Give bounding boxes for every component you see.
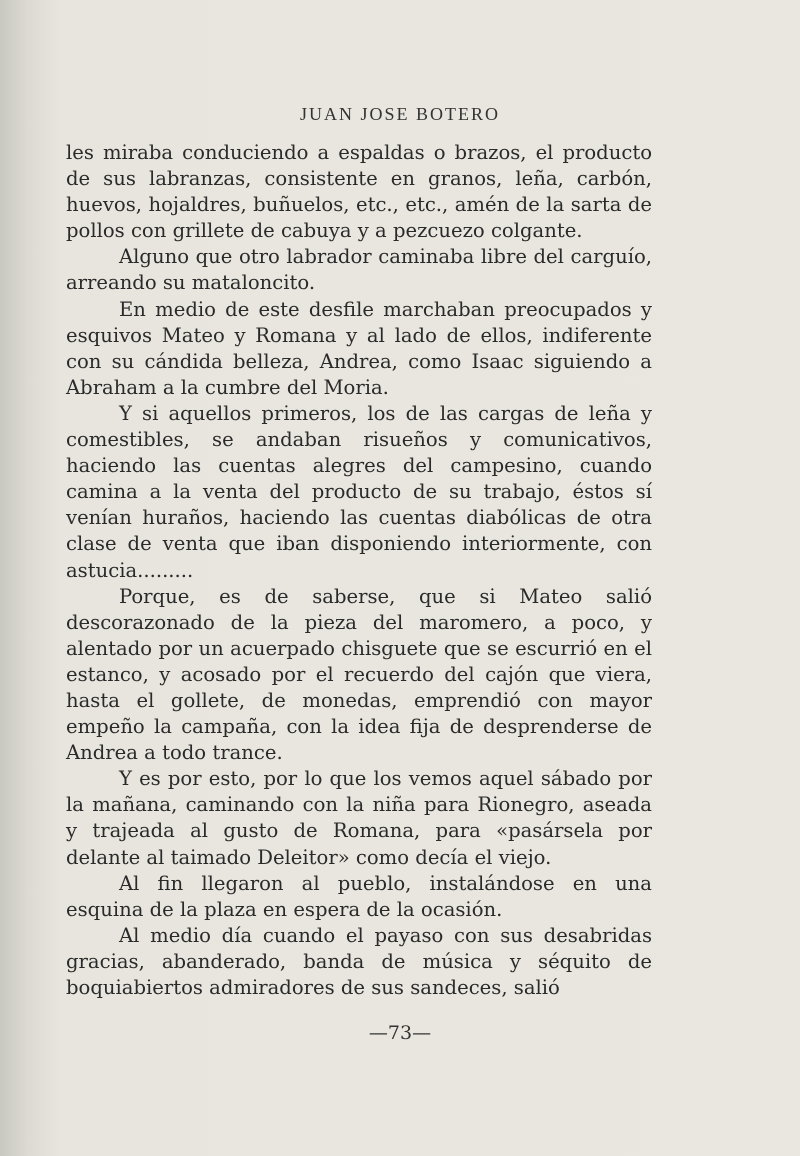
- paragraph: Y es por esto, por lo que los vemos aquel sábado por la mañana, caminando con la niña para Rionegro, aseada y trajeada al gusto de Romana, para «pasársela por delante al taimado Deleitor» como decía el viejo.: [66, 767, 652, 869]
- page-number: —73—: [368, 1022, 432, 1044]
- paragraph: En medio de este desfile marchaban preocupados y esquivos Mateo y Romana y al lado de ellos, indiferente con su cándida belleza, Andrea, como Isaac siguiendo a Abraham a la cumbre del Moria.: [66, 297, 652, 399]
- running-header: JUAN JOSE BOTERO: [299, 104, 500, 124]
- paragraph: Porque, es de saberse, que si Mateo salió descorazonado de la pieza del maromero, a poco, y alentado por un acuerpado chisguete que se escurrió en el estanco, y acosado por el recuerdo del cajón que viera, hasta el gollete, de monedas, emprendió con mayor empeño la campaña, con la idea fija de desprenderse de Andrea a todo trance.: [66, 584, 652, 765]
- body-text: [66, 140, 652, 1001]
- paragraph: Al fin llegaron al pueblo, instalándose en una esquina de la plaza en espera de la ocasión.: [66, 871, 652, 921]
- paragraph: les miraba conduciendo a espaldas o brazos, el producto de sus labranzas, consistente en granos, leña, carbón, huevos, hojaldres, buñuelos, etc., etc., amén de la sarta de pollos con grillete de cabuya y a pezcuezo colgante.: [66, 141, 652, 243]
- paragraph: Al medio día cuando el payaso con sus desabridas gracias, abanderado, banda de música y séquito de boquiabiertos admiradores de sus sandeces, salió: [66, 923, 652, 999]
- paragraph: Alguno que otro labrador caminaba libre del carguío, arreando su mataloncito.: [66, 245, 652, 295]
- paragraph: Y si aquellos primeros, los de las cargas de leña y comestibles, se andaban risueños y comunicativos, haciendo las cuentas alegres del campesino, cuando camina a la venta del producto de su trabajo, éstos sí venían huraños, haciendo las cuentas diabólicas de otra clase de venta que iban disponiendo interiormente, con astucia.........: [66, 401, 652, 582]
